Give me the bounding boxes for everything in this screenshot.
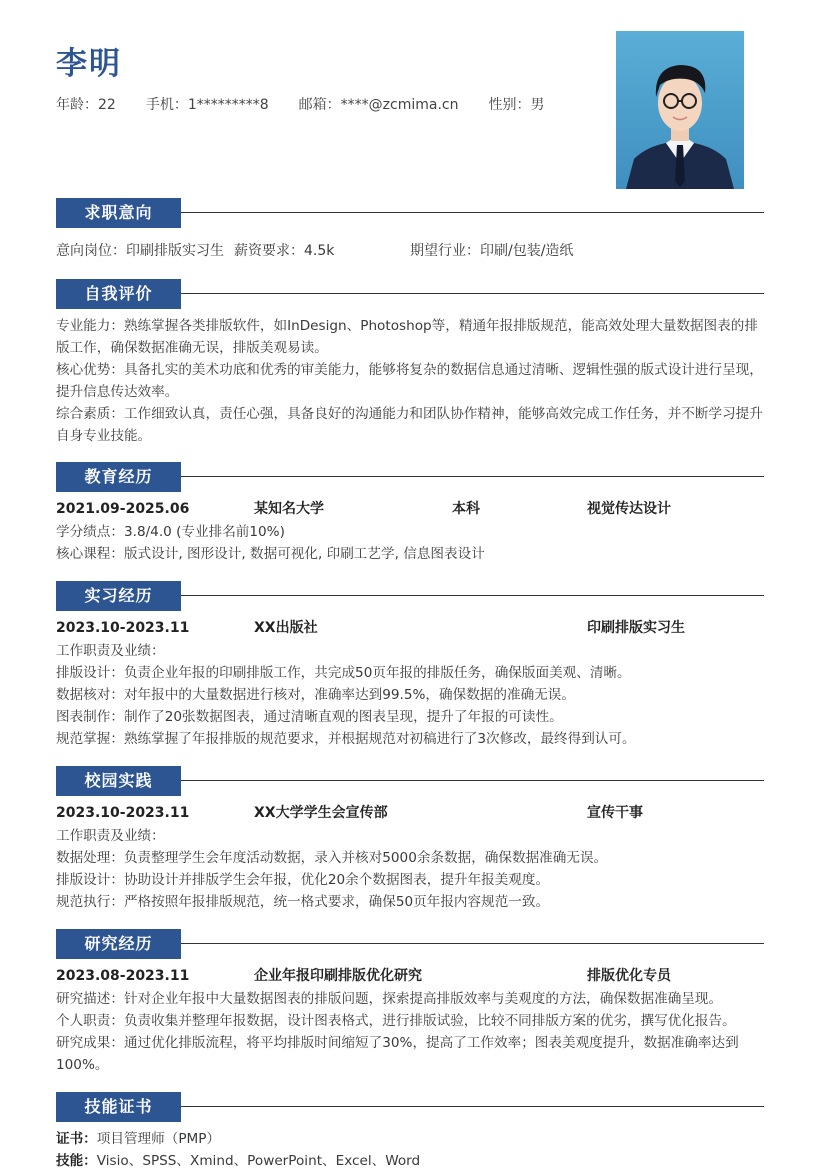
section-title: 技能证书 xyxy=(56,1092,181,1122)
section-campus-header xyxy=(56,766,764,796)
campus-role: 宣传干事 xyxy=(587,805,643,821)
internship-line: 排版设计：负责企业年报的印刷排版工作，共完成50页年报的排版任务，确保版面美观、清晰。 xyxy=(56,665,631,681)
candidate-name: 李明 xyxy=(56,46,122,82)
research-summary-row xyxy=(56,965,766,987)
research-project: 企业年报印刷排版优化研究 xyxy=(254,968,422,984)
section-education-header xyxy=(56,462,764,492)
internship-line: 数据核对：对年报中的大量数据进行核对，准确率达到99.5%，确保数据的准确无误。 xyxy=(56,687,575,703)
age: 年龄：22 xyxy=(56,97,116,113)
section-title: 教育经历 xyxy=(56,462,181,492)
research-line: 研究描述：针对企业年报中大量数据图表的排版问题，探索提高排版效率与美观度的方法，确保数据准确呈现。 xyxy=(56,991,723,1007)
divider xyxy=(181,595,764,596)
research-date: 2023.08-2023.11 xyxy=(56,968,190,984)
internship-summary-row xyxy=(56,617,766,639)
section-research-header xyxy=(56,929,764,959)
profile-photo xyxy=(616,31,744,189)
skill-label: 技能： xyxy=(56,1153,97,1169)
skill-line xyxy=(56,1150,766,1172)
email: 邮箱：****@zcmima.cn xyxy=(298,97,459,113)
internship-line: 工作职责及业绩： xyxy=(56,643,165,659)
education-degree: 本科 xyxy=(452,501,480,517)
skills-details xyxy=(56,1128,766,1172)
section-intent-header xyxy=(56,198,764,228)
section-title: 实习经历 xyxy=(56,581,181,611)
research-role: 排版优化专员 xyxy=(587,968,671,984)
campus-date: 2023.10-2023.11 xyxy=(56,805,190,821)
section-skills-header xyxy=(56,1092,764,1122)
research-line: 研究成果：通过优化排版流程，将平均排版时间缩短了30%，提高了工作效率；图表美观度提升，数据准确率达到100%。 xyxy=(56,1035,739,1073)
divider xyxy=(181,1106,764,1107)
cert-label: 证书： xyxy=(56,1131,97,1147)
section-title: 研究经历 xyxy=(56,929,181,959)
internship-role: 印刷排版实习生 xyxy=(587,620,685,636)
internship-company: XX出版社 xyxy=(254,620,318,636)
campus-line: 规范执行：严格按照年报排版规范，统一格式要求，确保50页年报内容规范一致。 xyxy=(56,894,550,910)
basic-info xyxy=(56,94,574,114)
internship-date: 2023.10-2023.11 xyxy=(56,620,190,636)
cert-value: 项目管理师（PMP） xyxy=(96,1131,221,1147)
intent-salary: 薪资要求：4.5k xyxy=(234,243,335,259)
cert-line xyxy=(56,1128,766,1150)
campus-line: 工作职责及业绩： xyxy=(56,828,165,844)
internship-line: 规范掌握：熟练掌握了年报排版的规范要求，并根据规范对初稿进行了3次修改，最终得到认可。 xyxy=(56,731,636,747)
campus-details xyxy=(56,825,766,913)
self-eval-paragraph: 专业能力：熟练掌握各类排版软件，如InDesign、Photoshop等，精通年报排版规范，能高效处理大量数据图表的排版工作，确保数据准确无误，排版美观易读。 xyxy=(56,318,758,356)
gender: 性别：男 xyxy=(488,97,545,113)
education-major: 视觉传达设计 xyxy=(587,501,671,517)
education-line: 核心课程：版式设计, 图形设计, 数据可视化, 印刷工艺学, 信息图表设计 xyxy=(56,546,485,562)
internship-line: 图表制作：制作了20张数据图表，通过清晰直观的图表呈现，提升了年报的可读性。 xyxy=(56,709,563,725)
section-internship-header xyxy=(56,581,764,611)
section-title: 求职意向 xyxy=(56,198,181,228)
education-date: 2021.09-2025.06 xyxy=(56,501,190,517)
divider xyxy=(181,212,764,213)
section-self-eval-header xyxy=(56,279,764,309)
section-title: 自我评价 xyxy=(56,279,181,309)
self-eval-paragraph: 综合素质：工作细致认真，责任心强，具备良好的沟通能力和团队协作精神，能够高效完成工作任务，并不断学习提升自身专业技能。 xyxy=(56,406,763,444)
self-eval-text xyxy=(56,315,766,447)
campus-line: 排版设计：协助设计并排版学生会年报，优化20余个数据图表，提升年报美观度。 xyxy=(56,872,550,888)
section-title: 校园实践 xyxy=(56,766,181,796)
internship-details xyxy=(56,640,766,750)
education-line: 学分绩点：3.8/4.0 (专业排名前10%) xyxy=(56,524,285,540)
self-eval-paragraph: 核心优势：具备扎实的美术功底和优秀的审美能力，能够将复杂的数据信息通过清晰、逻辑性强的版式设计进行呈现，提升信息传达效率。 xyxy=(56,362,763,400)
campus-org: XX大学学生会宣传部 xyxy=(254,805,388,821)
divider xyxy=(181,780,764,781)
campus-summary-row xyxy=(56,802,766,824)
divider xyxy=(181,476,764,477)
divider xyxy=(181,293,764,294)
education-school: 某知名大学 xyxy=(254,501,324,517)
intent-industry: 期望行业：印刷/包装/造纸 xyxy=(410,243,574,259)
campus-line: 数据处理：负责整理学生会年度活动数据，录入并核对5000余条数据，确保数据准确无误。 xyxy=(56,850,608,866)
education-details xyxy=(56,521,766,565)
skill-value: Visio、SPSS、Xmind、PowerPoint、Excel、Word xyxy=(96,1153,421,1169)
research-details xyxy=(56,988,766,1076)
education-summary-row xyxy=(56,498,766,520)
intent-position: 意向岗位：印刷排版实习生 xyxy=(56,243,224,259)
phone: 手机：1*********8 xyxy=(145,97,269,113)
research-line: 个人职责：负责收集并整理年报数据，设计图表格式，进行排版试验，比较不同排版方案的优劣，撰写优化报告。 xyxy=(56,1013,736,1029)
divider xyxy=(181,943,764,944)
